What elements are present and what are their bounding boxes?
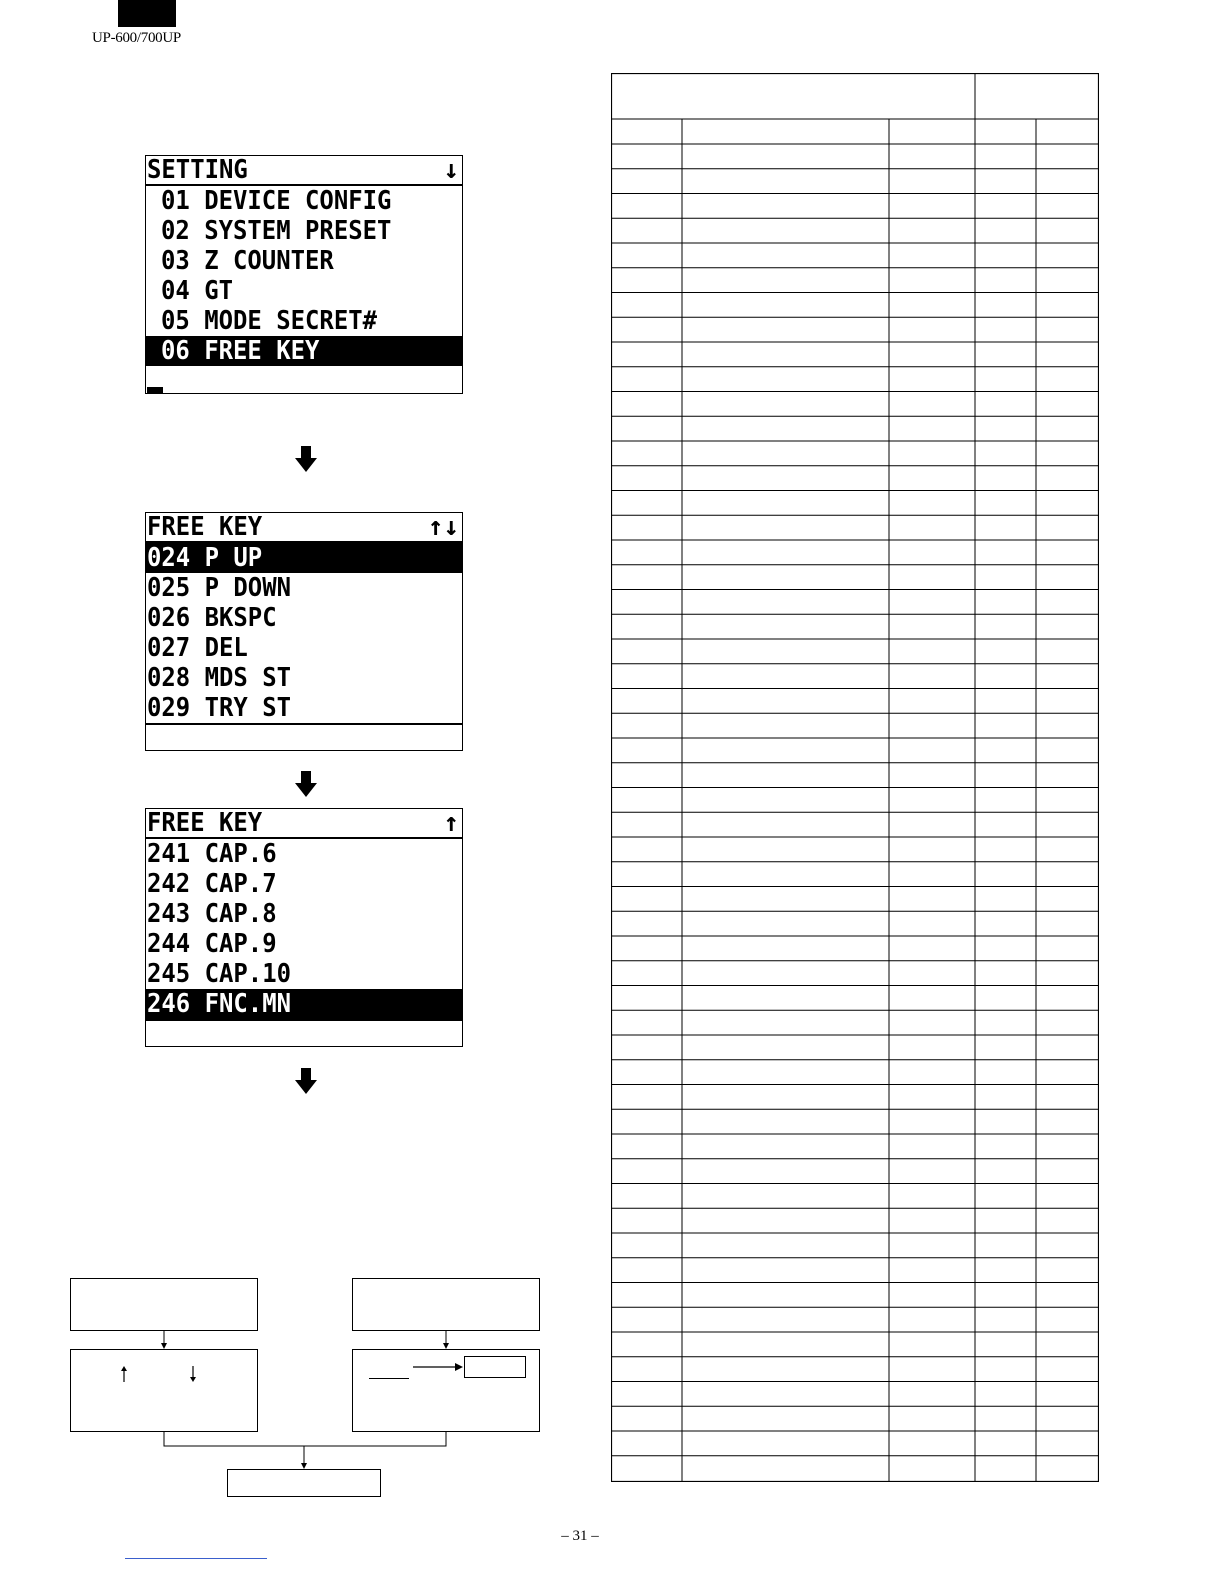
menu-item-selected[interactable]: 06 FREE KEY [146, 336, 462, 366]
menu-item-selected[interactable]: 246 FNC.MN [146, 989, 462, 1019]
menu-item[interactable]: 027 DEL [147, 633, 248, 663]
menu-item[interactable]: 026 BKSPC [147, 603, 277, 633]
menu-item[interactable]: 04 GT [161, 276, 234, 306]
menu-item[interactable]: 244 CAP.9 [147, 929, 277, 959]
page-number: – 31 – [561, 1528, 599, 1544]
menu-item[interactable]: 01 DEVICE CONFIG [161, 186, 392, 216]
menu-item[interactable]: 03 Z COUNTER [161, 246, 334, 276]
menu-item-selected[interactable]: 024 P UP [146, 543, 462, 573]
lcd-title: SETTING [147, 155, 248, 185]
link-underline [125, 1558, 267, 1559]
menu-item[interactable]: 028 MDS ST [147, 663, 292, 693]
empty-table-grid [611, 73, 1099, 1482]
menu-item[interactable]: 242 CAP.7 [147, 869, 277, 899]
menu-item[interactable]: 05 MODE SECRET# [161, 306, 378, 336]
scroll-up-icon: ↑ [443, 808, 459, 838]
model-label: UP-600/700UP [92, 30, 181, 46]
lcd-title: FREE KEY [147, 512, 263, 542]
scroll-up-down-icon: ↑↓ [427, 512, 459, 542]
scroll-down-icon: ↓ [443, 155, 459, 185]
menu-item[interactable]: 245 CAP.10 [147, 959, 292, 989]
menu-item[interactable]: 243 CAP.8 [147, 899, 277, 929]
lcd-title: FREE KEY [147, 808, 263, 838]
menu-item[interactable]: 241 CAP.6 [147, 839, 277, 869]
menu-item[interactable]: 025 P DOWN [147, 573, 292, 603]
menu-item[interactable]: 029 TRY ST [147, 693, 292, 723]
menu-item[interactable]: 02 SYSTEM PRESET [161, 216, 392, 246]
flow-connectors [0, 0, 600, 1500]
